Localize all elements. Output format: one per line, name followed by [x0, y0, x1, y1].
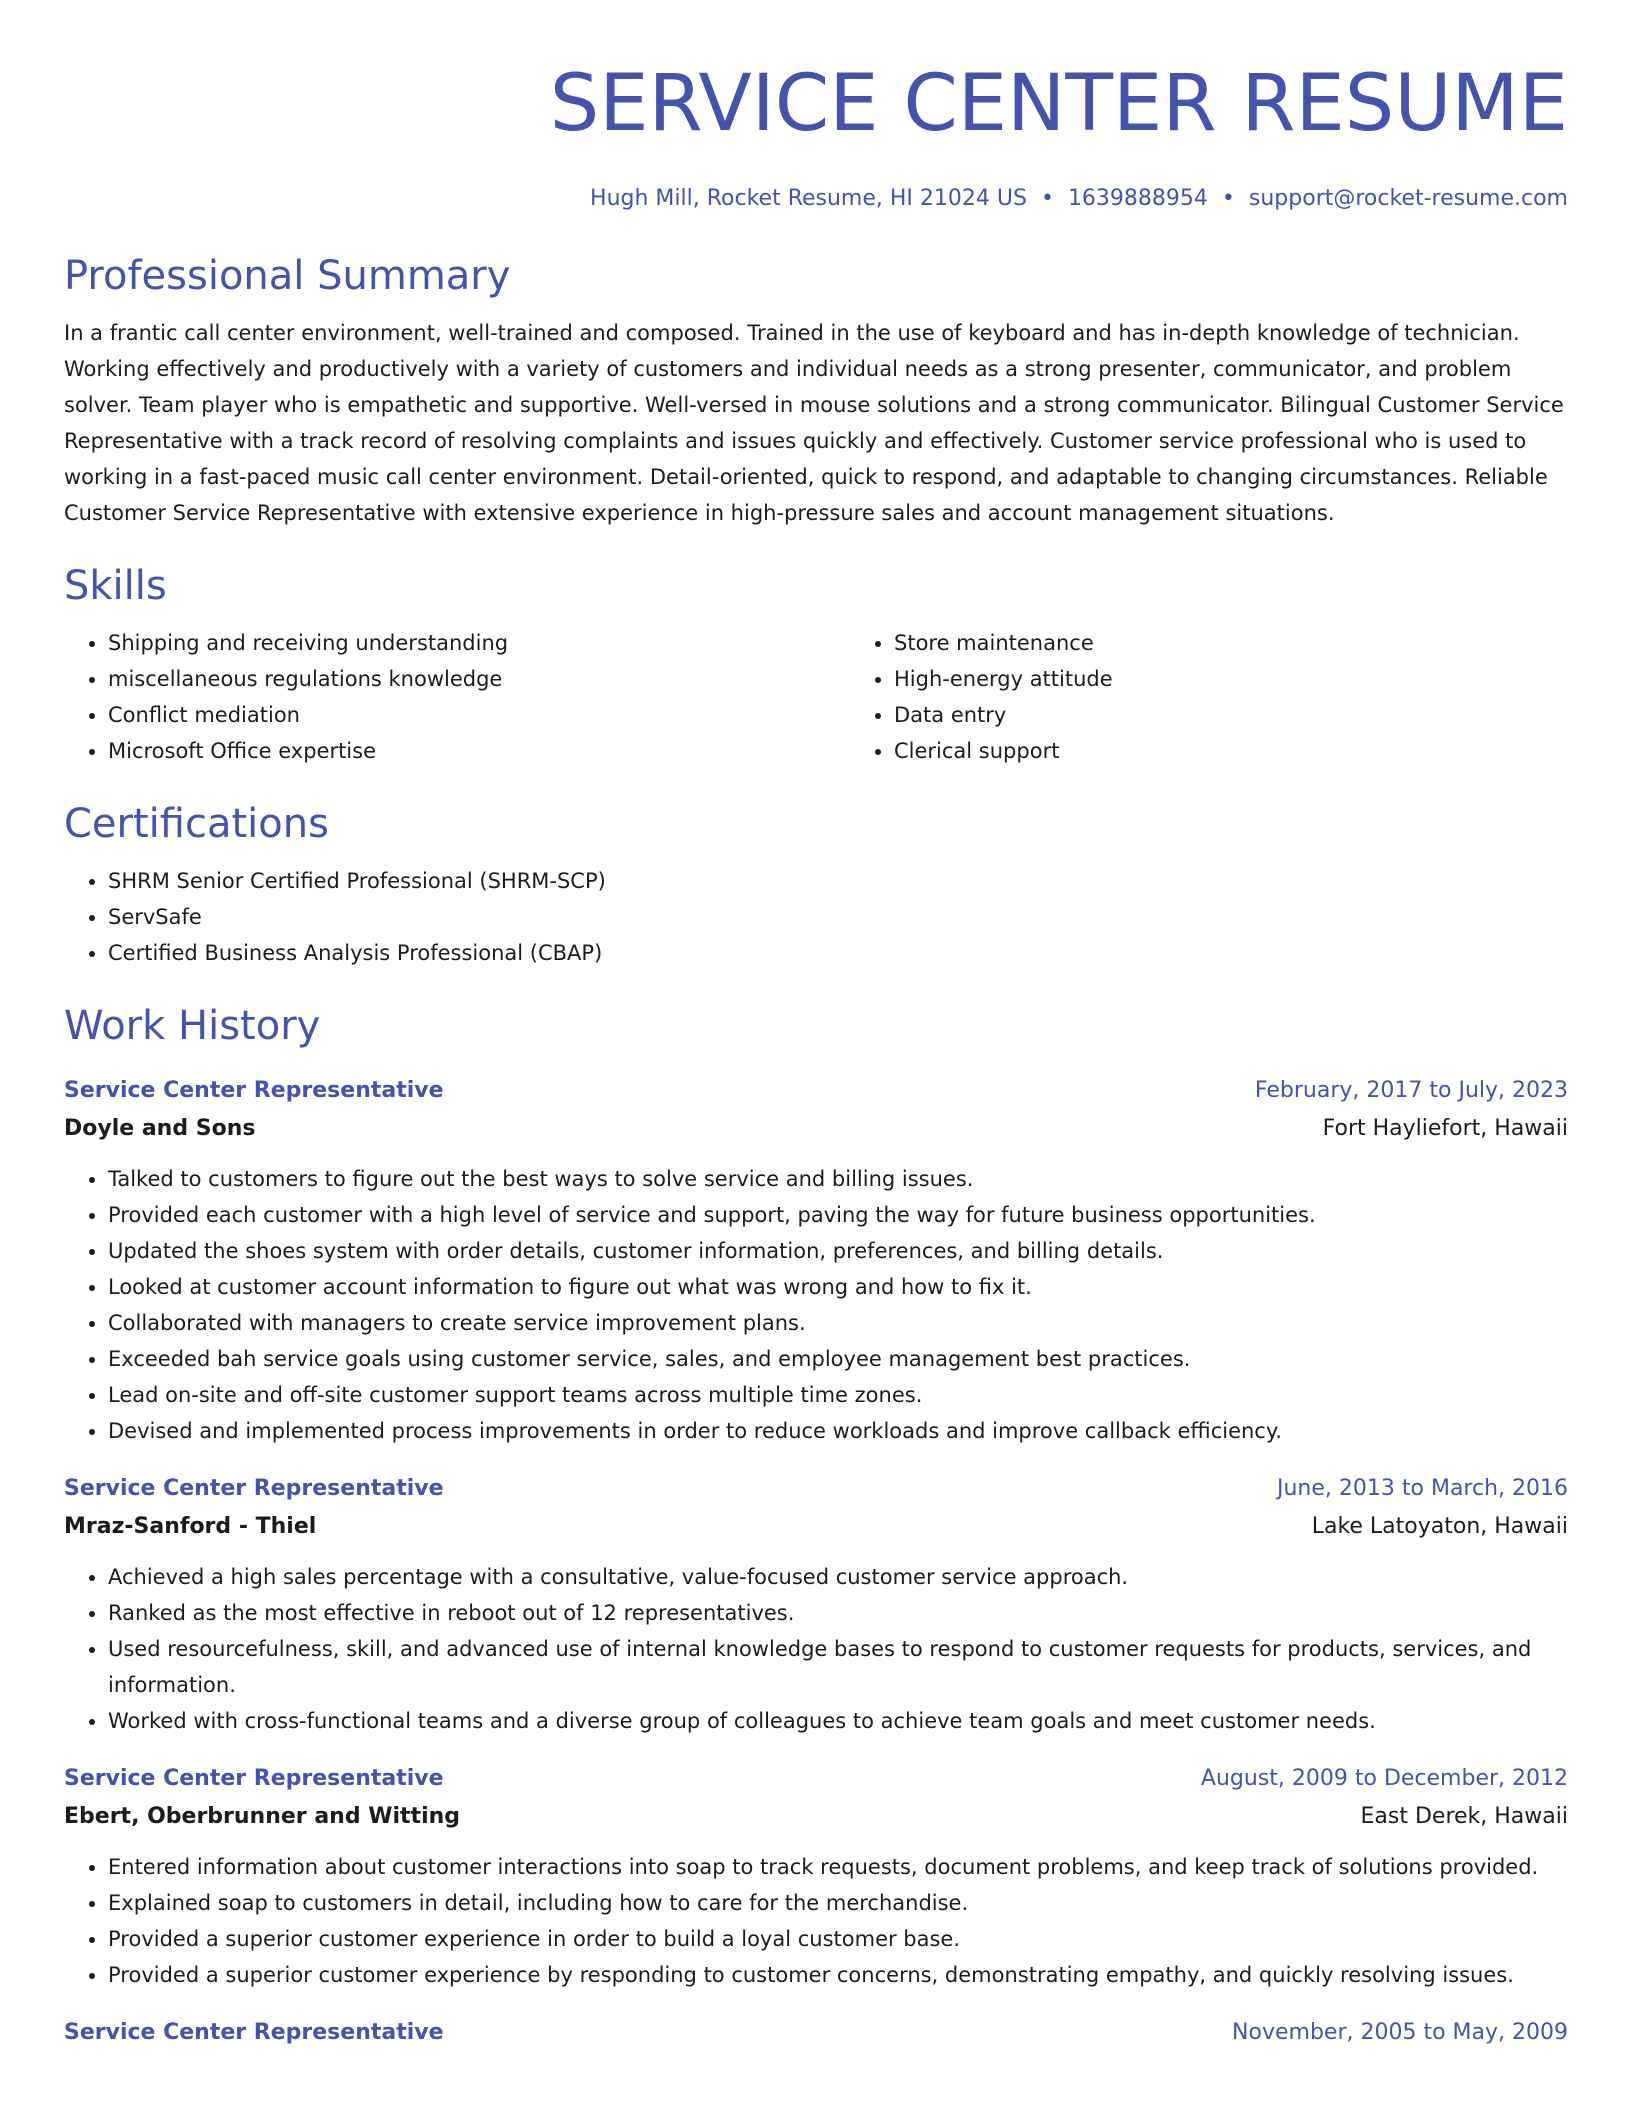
job-bullet: • Provided a superior customer experience in order to build a loyal customer base.: [108, 1921, 1568, 1957]
job-bullet: • Used resourcefulness, skill, and advanced use of internal knowledge bases to respond to customer requests for products, services, and information.: [108, 1631, 1568, 1703]
job-entry: [64, 1073, 1568, 1449]
job-bullet: • Worked with cross-functional teams and a diverse group of colleagues to achieve team goals and meet customer needs.: [108, 1703, 1568, 1739]
job-header-row: [64, 1471, 1568, 1507]
certifications-list: [64, 863, 1568, 971]
job-company: Doyle and Sons: [64, 1116, 256, 1141]
skills-columns: [64, 625, 1568, 769]
job-company: Ebert, Oberbrunner and Witting: [64, 1804, 461, 1829]
job-bullet: • Lead on-site and off-site customer support teams across multiple time zones.: [108, 1377, 1568, 1413]
job-title: Service Center Representative: [64, 1078, 444, 1103]
skills-left-list: [64, 625, 850, 769]
job-bullets: [64, 1161, 1568, 1449]
skill-item: • Clerical support: [894, 733, 1568, 769]
job-title: Service Center Representative: [64, 2020, 444, 2045]
work-history-heading: Work History: [64, 1003, 321, 1049]
skill-item: • miscellaneous regulations knowledge: [108, 661, 850, 697]
skills-heading: Skills: [64, 563, 167, 609]
summary-heading: Professional Summary: [64, 253, 511, 299]
job-company-row: [64, 1109, 1568, 1149]
summary-text: In a frantic call center environment, well-trained and composed. Trained in the use of keyboard and has in-depth knowledge of technician. Working effectively and productively with a variety of customers and individual needs as a strong presenter, communicator, and problem solver. Team player who is empathetic and supportive. Well-versed in mouse solutions and a strong communicator. Bilingual Customer Service Representative with a track record of resolving complaints and issues quickly and effectively. Customer service professional who is used to working in a fast-paced music call center environment. Detail-oriented, quick to respond, and adaptable to changing circumstances. Reliable Customer Service Representative with extensive experience in high-pressure sales and account management situations.: [64, 321, 1564, 525]
certification-item: • SHRM Senior Certified Professional (SHRM-SCP): [108, 863, 1568, 899]
job-title: Service Center Representative: [64, 1766, 444, 1791]
job-header-row: [64, 1073, 1568, 1109]
skills-right-list: [850, 625, 1568, 769]
job-bullets: [64, 1849, 1568, 1993]
skill-item: • Data entry: [894, 697, 1568, 733]
job-bullet: • Explained soap to customers in detail, including how to care for the merchandise.: [108, 1885, 1568, 1921]
skill-item: • Microsoft Office expertise: [108, 733, 850, 769]
skill-item: • Store maintenance: [894, 625, 1568, 661]
contact-phone: 1639888954: [1067, 186, 1208, 211]
job-bullet: • Talked to customers to figure out the best ways to solve service and billing issues.: [108, 1161, 1568, 1197]
contact-line: [64, 184, 1568, 214]
job-location: Lake Latoyaton, Hawaii: [1311, 1514, 1568, 1539]
job-dates: June, 2013 to March, 2016: [1277, 1476, 1568, 1501]
skill-item: • Conflict mediation: [108, 697, 850, 733]
job-bullet: • Collaborated with managers to create service improvement plans.: [108, 1305, 1568, 1341]
job-header-row: [64, 2015, 1568, 2051]
resume-content: [64, 0, 1568, 2051]
job-bullets: [64, 1559, 1568, 1739]
job-header-row: [64, 1761, 1568, 1797]
job-bullet: • Achieved a high sales percentage with a consultative, value-focused customer service approach.: [108, 1559, 1568, 1595]
resume-title: SERVICE CENTER RESUME: [549, 59, 1568, 149]
contact-address: Hugh Mill, Rocket Resume, HI 21024 US: [590, 186, 1027, 211]
job-dates: November, 2005 to May, 2009: [1232, 2020, 1568, 2045]
job-title: Service Center Representative: [64, 1476, 444, 1501]
certification-item: • ServSafe: [108, 899, 1568, 935]
job-dates: August, 2009 to December, 2012: [1200, 1766, 1568, 1791]
job-bullet: • Provided a superior customer experience by responding to customer concerns, demonstrating empathy, and quickly resolving issues.: [108, 1957, 1568, 1993]
job-bullet: • Provided each customer with a high level of service and support, paving the way for future business opportunities.: [108, 1197, 1568, 1233]
certifications-heading: Certifications: [64, 801, 329, 847]
job-bullet: • Devised and implemented process improvements in order to reduce workloads and improve callback efficiency.: [108, 1413, 1568, 1449]
job-dates: February, 2017 to July, 2023: [1254, 1078, 1568, 1103]
job-entry: [64, 2015, 1568, 2051]
job-location: East Derek, Hawaii: [1360, 1804, 1568, 1829]
job-company: Mraz-Sanford - Thiel: [64, 1514, 317, 1539]
job-bullet: • Entered information about customer interactions into soap to track requests, document problems, and keep track of solutions provided.: [108, 1849, 1568, 1885]
skill-item: • High-energy attitude: [894, 661, 1568, 697]
job-location: Fort Hayliefort, Hawaii: [1322, 1116, 1568, 1141]
contact-email: support@rocket-resume.com: [1248, 186, 1568, 211]
skill-item: • Shipping and receiving understanding: [108, 625, 850, 661]
job-bullet: • Ranked as the most effective in reboot out of 12 representatives.: [108, 1595, 1568, 1631]
job-bullet: • Updated the shoes system with order details, customer information, preferences, and billing details.: [108, 1233, 1568, 1269]
job-company-row: [64, 1797, 1568, 1837]
certification-item: • Certified Business Analysis Professional (CBAP): [108, 935, 1568, 971]
contact-separator: •: [1221, 186, 1235, 211]
job-company-row: [64, 1507, 1568, 1547]
job-bullet: • Looked at customer account information to figure out what was wrong and how to fix it.: [108, 1269, 1568, 1305]
job-entry: [64, 1471, 1568, 1739]
job-bullet: • Exceeded bah service goals using customer service, sales, and employee management best practices.: [108, 1341, 1568, 1377]
contact-separator: •: [1040, 186, 1054, 211]
job-entry: [64, 1761, 1568, 1993]
